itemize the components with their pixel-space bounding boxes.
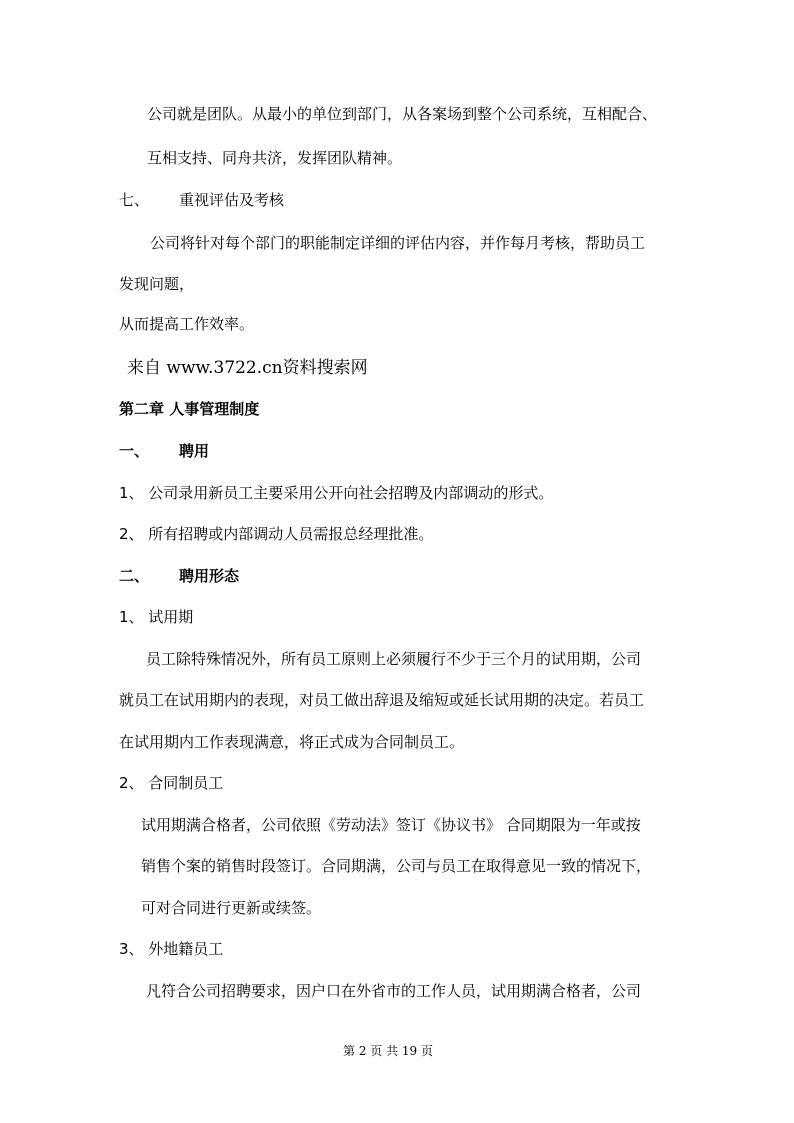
section-title: 聘用形态 (179, 567, 240, 585)
paragraph-line: 就员工在试用期内的表现，对员工做出辞退及缩短或延长试用期的决定。若员工 (119, 691, 645, 709)
paragraph-line: 发现问题， (119, 275, 195, 293)
subsection-heading: 2、 合同制员工 (119, 774, 224, 792)
chapter-title: 第二章 人事管理制度 (119, 400, 260, 418)
list-item: 1、 公司录用新员工主要采用公开向社会招聘及内部调动的形式。 (119, 484, 554, 502)
list-item: 2、 所有招聘或内部调动人员需报总经理批准。 (119, 525, 434, 543)
paragraph-line: 互相支持、同舟共济，发挥团队精神。 (147, 149, 403, 167)
section-title: 聘用 (179, 442, 210, 460)
subsection-heading: 3、 外地籍员工 (119, 940, 224, 958)
section-title: 重视评估及考核 (179, 191, 285, 209)
section-heading (119, 190, 284, 210)
section-heading (119, 441, 209, 461)
source-banner: 来自 www.3722.cn资料搜索网 (127, 358, 368, 378)
paragraph-line: 可对合同进行更新或续签。 (141, 899, 322, 917)
paragraph-line: 销售个案的销售时段签订。合同期满，公司与员工在取得意见一致的情况下， (141, 857, 652, 875)
paragraph-line: 凡符合公司招聘要求，因户口在外省市的工作人员，试用期满合格者，公司 (146, 982, 642, 1000)
paragraph-line: 公司将针对每个部门的职能制定详细的评估内容，并作每月考核，帮助员工 (150, 234, 646, 252)
section-number: 七、 (119, 191, 150, 209)
page-footer: 第 2 页 共 19 页 (343, 1044, 433, 1058)
section-heading (119, 566, 239, 586)
section-number: 二、 (119, 567, 150, 585)
paragraph-line: 在试用期内工作表现满意，将正式成为合同制员工。 (119, 733, 465, 751)
paragraph-line: 试用期满合格者，公司依照《劳动法》签订《协议书》 合同期限为一年或按 (141, 816, 641, 834)
section-number: 一、 (119, 442, 150, 460)
subsection-heading: 1、 试用期 (119, 608, 194, 626)
paragraph-line: 员工除特殊情况外，所有员工原则上必须履行不少于三个月的试用期，公司 (146, 650, 642, 668)
paragraph-line: 从而提高工作效率。 (119, 315, 255, 333)
paragraph-line: 公司就是团队。从最小的单位到部门，从各案场到整个公司系统，互相配合、 (147, 105, 658, 123)
